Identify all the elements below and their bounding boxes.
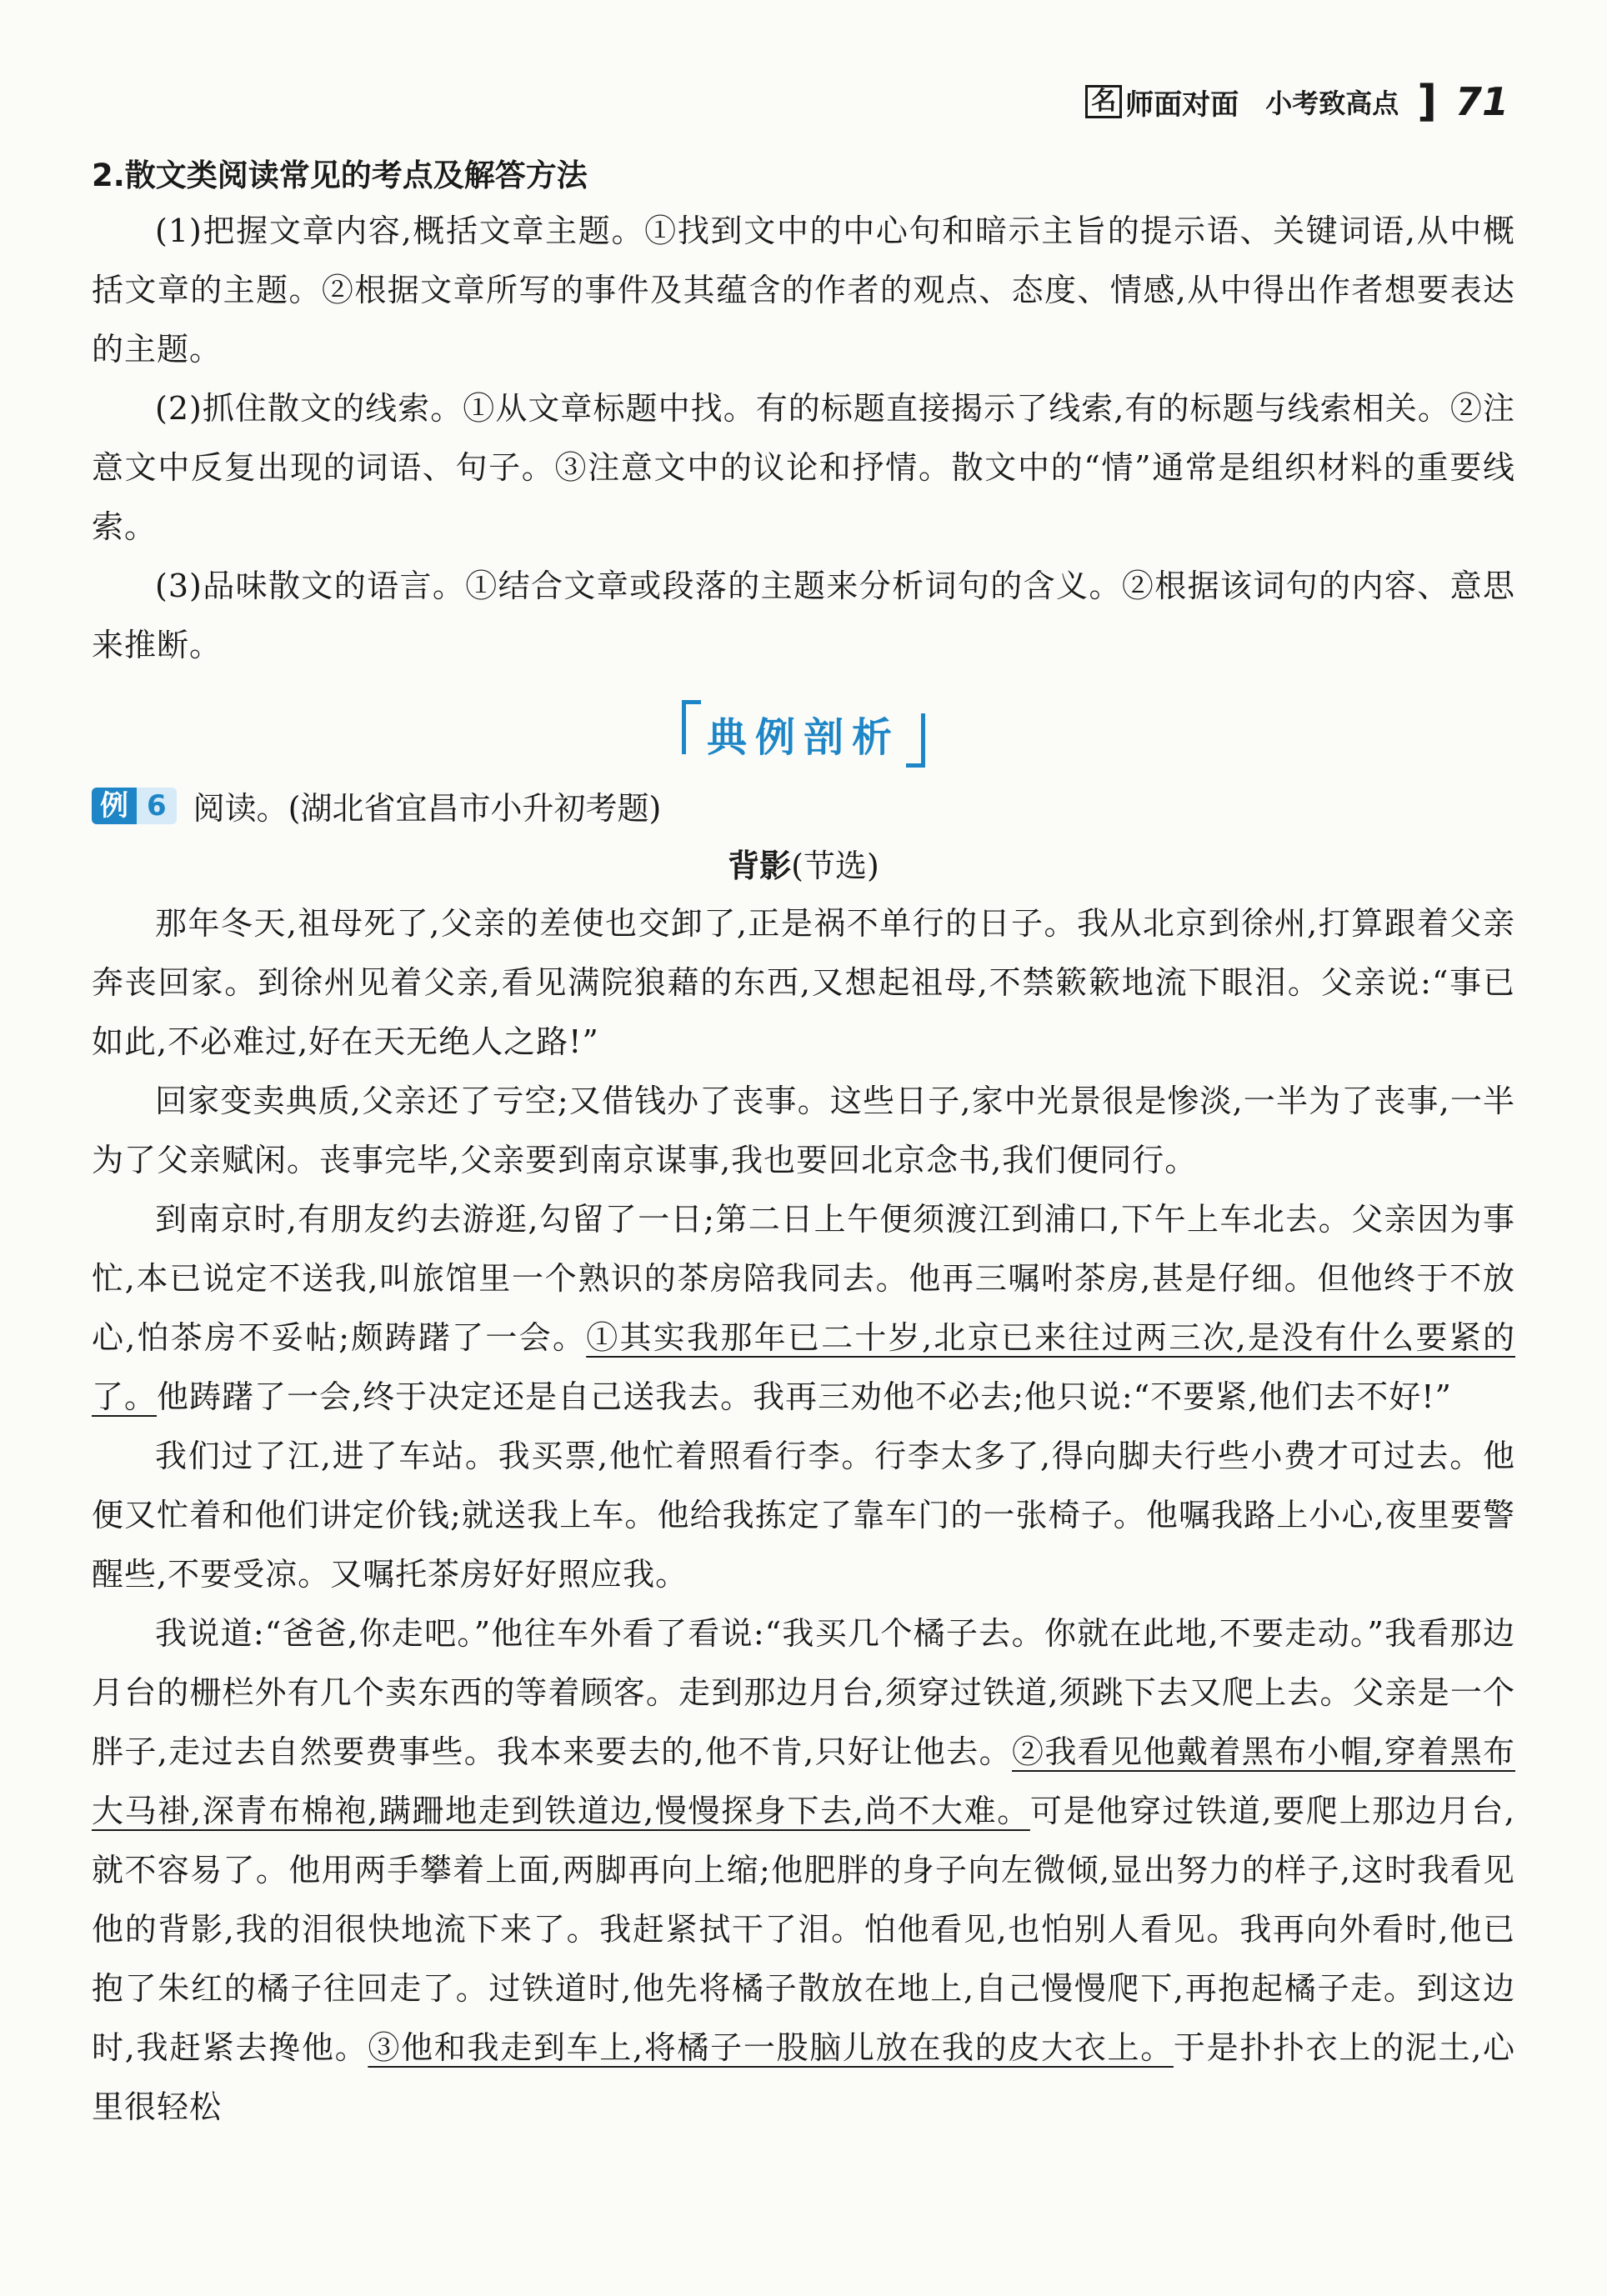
- underlined-sentence-3: ③他和我走到车上,将橘子一股脑儿放在我的皮大衣上。: [368, 2029, 1174, 2066]
- page-number: 71: [1454, 79, 1509, 124]
- book-subtitle: 小考致高点: [1265, 88, 1399, 119]
- article-title: [92, 840, 1515, 886]
- p3-text-a: 到南京时,有朋友约去游逛,勾留了一日;第二日上午便须渡江到浦口,下午上车北去。父亲因为事忙,本已说定不送我,叫旅馆里一个熟识的茶房陪我同去。他再三嘱咐茶房,甚是仔细。但他终于不放心,怕茶房不妥帖;颇踌躇了一会。: [92, 1201, 1515, 1356]
- header-bracket: ]: [1417, 77, 1437, 127]
- article-title-note: (节选): [791, 848, 879, 884]
- banner-title: 典例剖析: [682, 700, 925, 768]
- p5-text-a: 我说道:“爸爸,你走吧。”他往车外看了看说:“我买几个橘子去。你就在此地,不要走动。”我看那边月台的栅栏外有几个卖东西的等着顾客。走到那边月台,须穿过铁道,须跳下去又爬上去。父亲是一个胖子,走过去自然要费事些。我本来要去的,他不肯,只好让他去。: [92, 1615, 1515, 1770]
- article-paragraph-4: 我们过了江,进了车站。我买票,他忙着照看行李。行李太多了,得向脚夫行些小费才可过去。他便又忙着和他们讲定价钱;就送我上车。他给我拣定了靠车门的一张椅子。他嘱我路上小心,夜里要警醒些,不要受凉。又嘱托茶房好好照应我。: [92, 1438, 1515, 1593]
- section-banner: [92, 700, 1515, 768]
- article-paragraph-2: 回家变卖典质,父亲还了亏空;又借钱办了丧事。这些日子,家中光景很是惨淡,一半为了丧事,一半为了父亲赋闲。丧事完毕,父亲要到南京谋事,我也要回北京念书,我们便同行。: [92, 1083, 1515, 1178]
- article-paragraph-1: 那年冬天,祖母死了,父亲的差使也交卸了,正是祸不单行的日子。我从北京到徐州,打算跟着父亲奔丧回家。到徐州见着父亲,看见满院狼藉的东西,又想起祖母,不禁簌簌地流下眼泪。父亲说:“事已如此,不必难过,好在天无绝人之路!”: [92, 905, 1515, 1060]
- p5-text-c: 于是扑扑衣上的泥土,心里很轻松: [92, 2029, 1515, 2125]
- page-content: [92, 142, 1515, 2137]
- example-label: 例: [92, 788, 137, 824]
- underlined-sentence-1: ①其实我那年已二十岁,北京已来往过两三次,是没有什么要紧的了。: [92, 1319, 1515, 1415]
- brand: [1085, 82, 1239, 123]
- article-paragraph-5: [92, 1604, 1515, 2137]
- article-title-main: 背影: [728, 848, 792, 884]
- example-instruction: 阅读。(湖北省宜昌市小升初考题): [193, 790, 662, 827]
- article-paragraph-3: [92, 1190, 1515, 1427]
- example-badge: [92, 788, 177, 824]
- example-header: [92, 783, 1515, 828]
- p3-text-b: 他踌躇了一会,终于决定还是自己送我去。我再三劝他不必去;他只说:“不要紧,他们去不好!”: [157, 1378, 1452, 1415]
- section-heading: 2.散文类阅读常见的考点及解答方法: [92, 158, 588, 193]
- brand-logo: 名: [1085, 85, 1122, 118]
- brand-name: 师面对面: [1125, 88, 1239, 122]
- page-header: [1085, 77, 1509, 127]
- method-item-2: (2)抓住散文的线索。①从文章标题中找。有的标题直接揭示了线索,有的标题与线索相关。②注意文中反复出现的词语、句子。③注意文中的议论和抒情。散文中的“情”通常是组织材料的重要线索。: [92, 390, 1515, 545]
- underlined-sentence-2: ②我看见他戴着黑布小帽,穿着黑布大马褂,深青布棉袍,蹒跚地走到铁道边,慢慢探身下去,尚不大难。: [92, 1733, 1515, 1829]
- method-item-3: (3)品味散文的语言。①结合文章或段落的主题来分析词句的含义。②根据该词句的内容、意思来推断。: [92, 568, 1515, 663]
- p5-text-b: 可是他穿过铁道,要爬上那边月台,就不容易了。他用两手攀着上面,两脚再向上缩;他肥胖的身子向左微倾,显出努力的样子,这时我看见他的背影,我的泪很快地流下来了。我赶紧拭干了泪。怕他看见,也怕别人看见。我再向外看时,他已抱了朱红的橘子往回走了。过铁道时,他先将橘子散放在地上,自己慢慢爬下,再抱起橘子走。到这边时,我赶紧去搀他。: [92, 1793, 1515, 2066]
- method-item-1: (1)把握文章内容,概括文章主题。①找到文中的中心句和暗示主旨的提示语、关键词语,从中概括文章的主题。②根据文章所写的事件及其蕴含的作者的观点、态度、情感,从中得出作者想要表达的主题。: [92, 213, 1515, 368]
- example-number: 6: [137, 788, 177, 824]
